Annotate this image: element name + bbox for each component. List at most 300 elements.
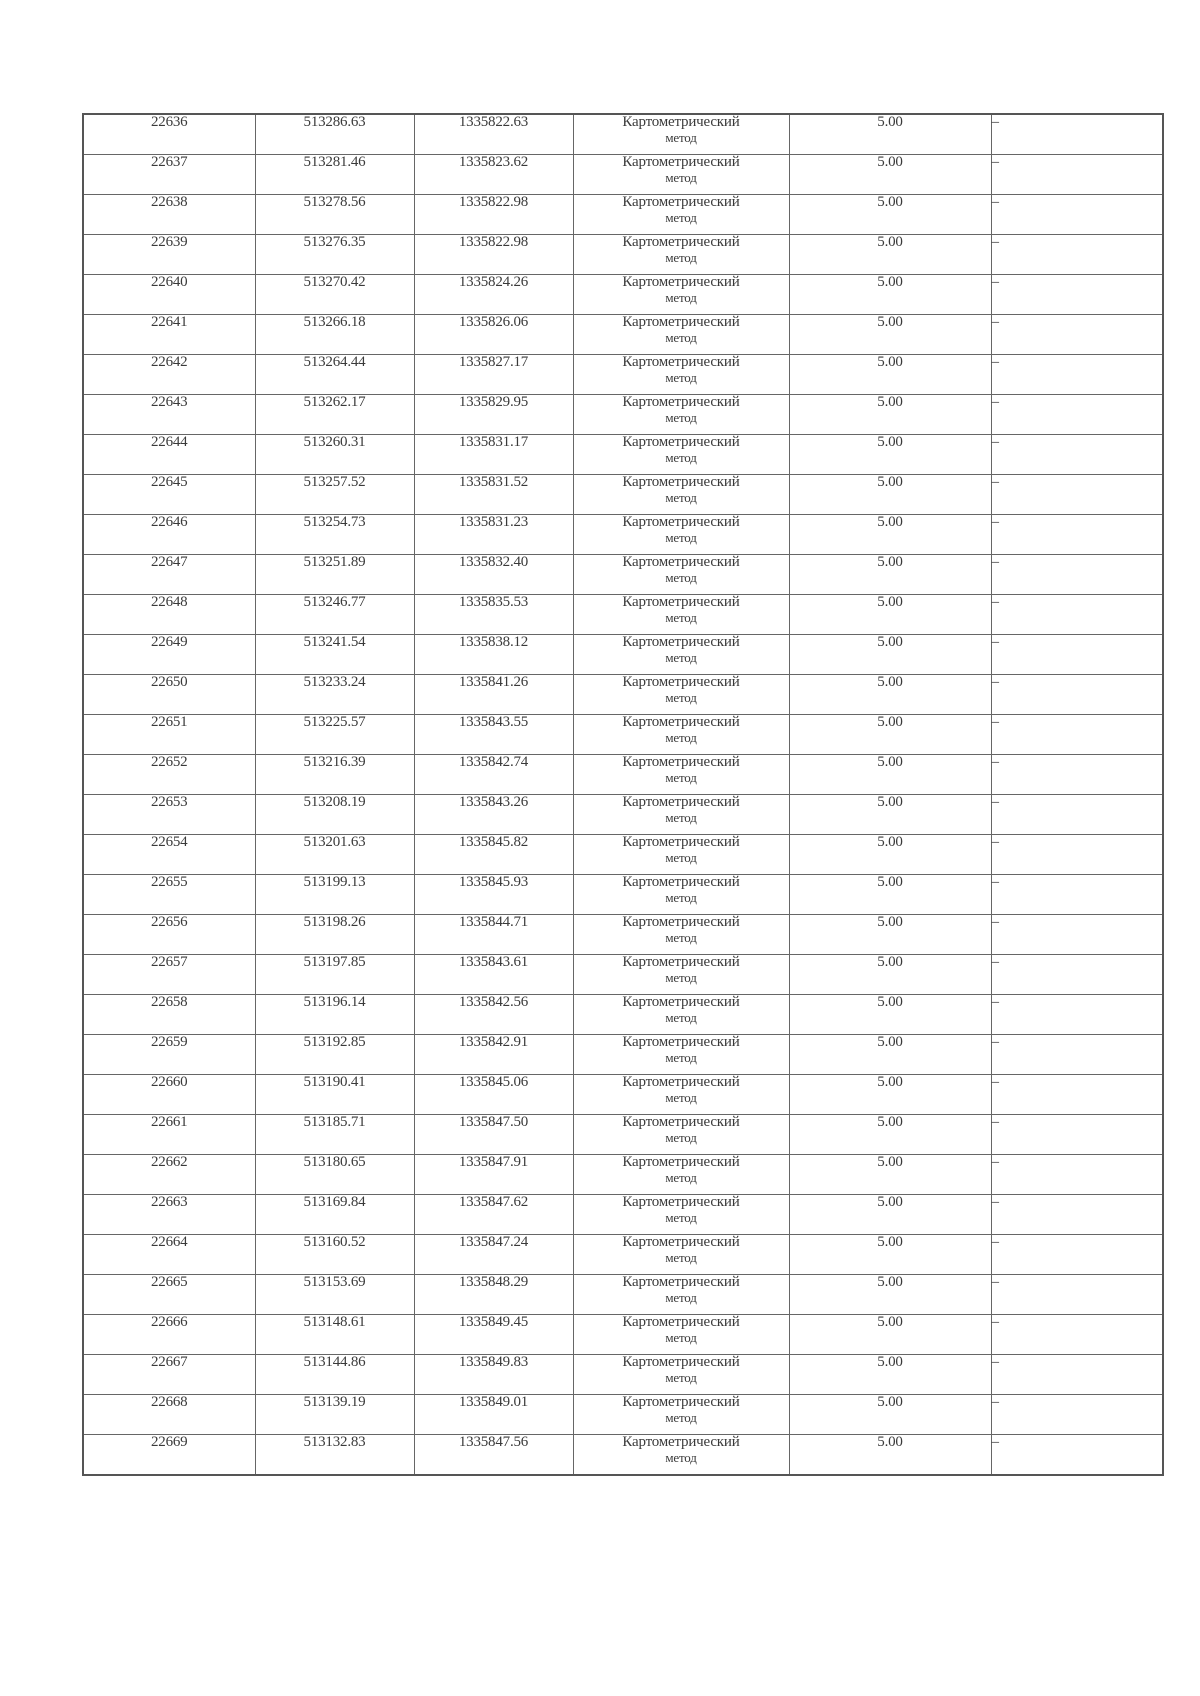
table-row bbox=[83, 1235, 1163, 1275]
coordinate-y-cell: 1335829.95 bbox=[414, 395, 573, 435]
point-number-cell: 22665 bbox=[83, 1275, 255, 1315]
coordinate-y-cell: 1335822.98 bbox=[414, 195, 573, 235]
method-line-2: метод bbox=[665, 1050, 697, 1065]
table-row bbox=[83, 395, 1163, 435]
precision-cell: 5.00 bbox=[789, 1395, 991, 1435]
coordinate-x-cell: 513180.65 bbox=[255, 1155, 414, 1195]
point-number-cell: 22642 bbox=[83, 355, 255, 395]
method-cell bbox=[573, 435, 789, 475]
method-line-2: метод bbox=[665, 890, 697, 905]
table-row bbox=[83, 275, 1163, 315]
coordinate-y-cell: 1335844.71 bbox=[414, 915, 573, 955]
precision-cell: 5.00 bbox=[789, 795, 991, 835]
table-row bbox=[83, 114, 1163, 155]
table-row bbox=[83, 315, 1163, 355]
method-line-1: Картометрический bbox=[622, 1434, 740, 1450]
coordinate-x-cell: 513199.13 bbox=[255, 875, 414, 915]
table-row bbox=[83, 515, 1163, 555]
method-cell bbox=[573, 795, 789, 835]
method-cell bbox=[573, 635, 789, 675]
precision-cell: 5.00 bbox=[789, 1195, 991, 1235]
coordinate-x-cell: 513160.52 bbox=[255, 1235, 414, 1275]
point-number-cell: 22659 bbox=[83, 1035, 255, 1075]
description-cell: – bbox=[991, 275, 1163, 315]
method-cell bbox=[573, 475, 789, 515]
coordinate-x-cell: 513262.17 bbox=[255, 395, 414, 435]
method-line-1: Картометрический bbox=[622, 874, 740, 890]
point-number-cell: 22643 bbox=[83, 395, 255, 435]
method-line-2: метод bbox=[665, 1170, 697, 1185]
method-cell bbox=[573, 1035, 789, 1075]
point-number-cell: 22662 bbox=[83, 1155, 255, 1195]
method-line-2: метод bbox=[665, 930, 697, 945]
coordinate-x-cell: 513132.83 bbox=[255, 1435, 414, 1476]
table-row bbox=[83, 635, 1163, 675]
method-line-2: метод bbox=[665, 170, 697, 185]
precision-cell: 5.00 bbox=[789, 995, 991, 1035]
description-cell: – bbox=[991, 675, 1163, 715]
coordinate-y-cell: 1335831.17 bbox=[414, 435, 573, 475]
point-number-cell: 22652 bbox=[83, 755, 255, 795]
method-line-2: метод bbox=[665, 1450, 697, 1465]
description-cell: – bbox=[991, 1355, 1163, 1395]
coordinate-y-cell: 1335842.91 bbox=[414, 1035, 573, 1075]
precision-cell: 5.00 bbox=[789, 1115, 991, 1155]
description-cell: – bbox=[991, 555, 1163, 595]
method-cell bbox=[573, 1195, 789, 1235]
table-row bbox=[83, 1435, 1163, 1476]
method-cell bbox=[573, 1395, 789, 1435]
table-row bbox=[83, 755, 1163, 795]
precision-cell: 5.00 bbox=[789, 755, 991, 795]
coordinate-y-cell: 1335831.23 bbox=[414, 515, 573, 555]
method-line-1: Картометрический bbox=[622, 1194, 740, 1210]
description-cell: – bbox=[991, 195, 1163, 235]
coordinate-x-cell: 513201.63 bbox=[255, 835, 414, 875]
description-cell: – bbox=[991, 795, 1163, 835]
method-line-1: Картометрический bbox=[622, 634, 740, 650]
table-row bbox=[83, 235, 1163, 275]
coordinate-y-cell: 1335845.82 bbox=[414, 835, 573, 875]
point-number-cell: 22640 bbox=[83, 275, 255, 315]
precision-cell: 5.00 bbox=[789, 555, 991, 595]
method-line-1: Картометрический bbox=[622, 394, 740, 410]
description-cell: – bbox=[991, 355, 1163, 395]
method-line-1: Картометрический bbox=[622, 714, 740, 730]
method-line-2: метод bbox=[665, 450, 697, 465]
method-line-2: метод bbox=[665, 530, 697, 545]
coordinate-y-cell: 1335849.01 bbox=[414, 1395, 573, 1435]
description-cell: – bbox=[991, 1155, 1163, 1195]
coordinate-y-cell: 1335822.98 bbox=[414, 235, 573, 275]
description-cell: – bbox=[991, 1235, 1163, 1275]
coordinate-x-cell: 513208.19 bbox=[255, 795, 414, 835]
coordinate-x-cell: 513139.19 bbox=[255, 1395, 414, 1435]
coordinate-x-cell: 513185.71 bbox=[255, 1115, 414, 1155]
method-line-2: метод bbox=[665, 210, 697, 225]
point-number-cell: 22644 bbox=[83, 435, 255, 475]
method-cell bbox=[573, 1075, 789, 1115]
precision-cell: 5.00 bbox=[789, 395, 991, 435]
description-cell: – bbox=[991, 114, 1163, 155]
precision-cell: 5.00 bbox=[789, 155, 991, 195]
point-number-cell: 22651 bbox=[83, 715, 255, 755]
table-row bbox=[83, 1075, 1163, 1115]
point-number-cell: 22655 bbox=[83, 875, 255, 915]
description-cell: – bbox=[991, 435, 1163, 475]
coordinate-y-cell: 1335835.53 bbox=[414, 595, 573, 635]
method-line-1: Картометрический bbox=[622, 474, 740, 490]
coordinate-x-cell: 513196.14 bbox=[255, 995, 414, 1035]
method-cell bbox=[573, 1155, 789, 1195]
precision-cell: 5.00 bbox=[789, 315, 991, 355]
table-row bbox=[83, 675, 1163, 715]
method-line-2: метод bbox=[665, 130, 697, 145]
coordinate-x-cell: 513260.31 bbox=[255, 435, 414, 475]
method-line-1: Картометрический bbox=[622, 1314, 740, 1330]
method-line-2: метод bbox=[665, 770, 697, 785]
method-cell bbox=[573, 355, 789, 395]
method-cell bbox=[573, 1435, 789, 1476]
description-cell: – bbox=[991, 155, 1163, 195]
coordinate-x-cell: 513278.56 bbox=[255, 195, 414, 235]
coordinate-x-cell: 513251.89 bbox=[255, 555, 414, 595]
point-number-cell: 22657 bbox=[83, 955, 255, 995]
method-cell bbox=[573, 395, 789, 435]
description-cell: – bbox=[991, 595, 1163, 635]
method-line-1: Картометрический bbox=[622, 794, 740, 810]
point-number-cell: 22668 bbox=[83, 1395, 255, 1435]
coordinate-x-cell: 513257.52 bbox=[255, 475, 414, 515]
method-cell bbox=[573, 1115, 789, 1155]
method-cell bbox=[573, 835, 789, 875]
description-cell: – bbox=[991, 995, 1163, 1035]
method-line-2: метод bbox=[665, 690, 697, 705]
method-cell bbox=[573, 515, 789, 555]
method-line-1: Картометрический bbox=[622, 314, 740, 330]
method-line-2: метод bbox=[665, 850, 697, 865]
coordinate-x-cell: 513153.69 bbox=[255, 1275, 414, 1315]
precision-cell: 5.00 bbox=[789, 1075, 991, 1115]
method-line-1: Картометрический bbox=[622, 514, 740, 530]
description-cell: – bbox=[991, 875, 1163, 915]
coordinate-x-cell: 513233.24 bbox=[255, 675, 414, 715]
method-line-2: метод bbox=[665, 1250, 697, 1265]
coordinate-x-cell: 513190.41 bbox=[255, 1075, 414, 1115]
coordinate-x-cell: 513264.44 bbox=[255, 355, 414, 395]
coordinate-y-cell: 1335849.83 bbox=[414, 1355, 573, 1395]
table-row bbox=[83, 995, 1163, 1035]
method-line-2: метод bbox=[665, 1410, 697, 1425]
point-number-cell: 22645 bbox=[83, 475, 255, 515]
table-row bbox=[83, 1115, 1163, 1155]
coordinate-x-cell: 513198.26 bbox=[255, 915, 414, 955]
precision-cell: 5.00 bbox=[789, 1435, 991, 1476]
precision-cell: 5.00 bbox=[789, 235, 991, 275]
coordinate-y-cell: 1335847.91 bbox=[414, 1155, 573, 1195]
method-line-1: Картометрический bbox=[622, 994, 740, 1010]
coordinate-y-cell: 1335826.06 bbox=[414, 315, 573, 355]
point-number-cell: 22639 bbox=[83, 235, 255, 275]
method-line-2: метод bbox=[665, 330, 697, 345]
description-cell: – bbox=[991, 835, 1163, 875]
precision-cell: 5.00 bbox=[789, 1275, 991, 1315]
coordinate-y-cell: 1335841.26 bbox=[414, 675, 573, 715]
coordinate-x-cell: 513281.46 bbox=[255, 155, 414, 195]
method-line-1: Картометрический bbox=[622, 754, 740, 770]
point-number-cell: 22656 bbox=[83, 915, 255, 955]
coordinate-y-cell: 1335849.45 bbox=[414, 1315, 573, 1355]
coordinate-y-cell: 1335824.26 bbox=[414, 275, 573, 315]
method-line-2: метод bbox=[665, 410, 697, 425]
method-line-1: Картометрический bbox=[622, 914, 740, 930]
method-cell bbox=[573, 875, 789, 915]
method-cell bbox=[573, 1355, 789, 1395]
coordinate-y-cell: 1335842.74 bbox=[414, 755, 573, 795]
coordinate-x-cell: 513270.42 bbox=[255, 275, 414, 315]
coordinate-x-cell: 513254.73 bbox=[255, 515, 414, 555]
coordinate-x-cell: 513246.77 bbox=[255, 595, 414, 635]
description-cell: – bbox=[991, 1275, 1163, 1315]
point-number-cell: 22650 bbox=[83, 675, 255, 715]
method-line-2: метод bbox=[665, 970, 697, 985]
method-cell bbox=[573, 1315, 789, 1355]
method-line-1: Картометрический bbox=[622, 1074, 740, 1090]
point-number-cell: 22649 bbox=[83, 635, 255, 675]
point-number-cell: 22653 bbox=[83, 795, 255, 835]
table-row bbox=[83, 835, 1163, 875]
method-cell bbox=[573, 955, 789, 995]
coordinate-y-cell: 1335847.24 bbox=[414, 1235, 573, 1275]
method-line-2: метод bbox=[665, 1370, 697, 1385]
coordinate-x-cell: 513266.18 bbox=[255, 315, 414, 355]
method-line-1: Картометрический bbox=[622, 554, 740, 570]
table-row bbox=[83, 715, 1163, 755]
method-cell bbox=[573, 114, 789, 155]
table-row bbox=[83, 435, 1163, 475]
point-number-cell: 22648 bbox=[83, 595, 255, 635]
precision-cell: 5.00 bbox=[789, 635, 991, 675]
table-row bbox=[83, 1035, 1163, 1075]
precision-cell: 5.00 bbox=[789, 114, 991, 155]
coordinate-x-cell: 513144.86 bbox=[255, 1355, 414, 1395]
table-row bbox=[83, 1355, 1163, 1395]
description-cell: – bbox=[991, 1315, 1163, 1355]
description-cell: – bbox=[991, 515, 1163, 555]
coordinate-x-cell: 513216.39 bbox=[255, 755, 414, 795]
precision-cell: 5.00 bbox=[789, 1315, 991, 1355]
description-cell: – bbox=[991, 1435, 1163, 1476]
precision-cell: 5.00 bbox=[789, 675, 991, 715]
precision-cell: 5.00 bbox=[789, 715, 991, 755]
description-cell: – bbox=[991, 395, 1163, 435]
point-number-cell: 22664 bbox=[83, 1235, 255, 1275]
coordinate-y-cell: 1335832.40 bbox=[414, 555, 573, 595]
method-line-1: Картометрический bbox=[622, 354, 740, 370]
precision-cell: 5.00 bbox=[789, 955, 991, 995]
point-number-cell: 22667 bbox=[83, 1355, 255, 1395]
method-cell bbox=[573, 995, 789, 1035]
coordinates-table-body bbox=[83, 114, 1163, 1475]
table-row bbox=[83, 355, 1163, 395]
coordinate-y-cell: 1335847.56 bbox=[414, 1435, 573, 1476]
method-line-1: Картометрический bbox=[622, 954, 740, 970]
description-cell: – bbox=[991, 1395, 1163, 1435]
coordinate-y-cell: 1335823.62 bbox=[414, 155, 573, 195]
coordinate-y-cell: 1335842.56 bbox=[414, 995, 573, 1035]
method-cell bbox=[573, 1235, 789, 1275]
precision-cell: 5.00 bbox=[789, 355, 991, 395]
precision-cell: 5.00 bbox=[789, 195, 991, 235]
method-line-2: метод bbox=[665, 1330, 697, 1345]
method-line-2: метод bbox=[665, 490, 697, 505]
method-cell bbox=[573, 195, 789, 235]
description-cell: – bbox=[991, 1195, 1163, 1235]
table-row bbox=[83, 1195, 1163, 1235]
method-line-1: Картометрический bbox=[622, 434, 740, 450]
precision-cell: 5.00 bbox=[789, 515, 991, 555]
method-line-2: метод bbox=[665, 650, 697, 665]
method-cell bbox=[573, 715, 789, 755]
method-line-1: Картометрический bbox=[622, 1274, 740, 1290]
description-cell: – bbox=[991, 475, 1163, 515]
method-line-2: метод bbox=[665, 610, 697, 625]
method-line-1: Картометрический bbox=[622, 1114, 740, 1130]
coordinate-x-cell: 513192.85 bbox=[255, 1035, 414, 1075]
method-line-2: метод bbox=[665, 1090, 697, 1105]
description-cell: – bbox=[991, 715, 1163, 755]
coordinate-y-cell: 1335845.06 bbox=[414, 1075, 573, 1115]
precision-cell: 5.00 bbox=[789, 915, 991, 955]
point-number-cell: 22646 bbox=[83, 515, 255, 555]
description-cell: – bbox=[991, 1075, 1163, 1115]
precision-cell: 5.00 bbox=[789, 1155, 991, 1195]
method-line-1: Картометрический bbox=[622, 594, 740, 610]
method-line-1: Картометрический bbox=[622, 274, 740, 290]
table-row bbox=[83, 795, 1163, 835]
description-cell: – bbox=[991, 315, 1163, 355]
method-cell bbox=[573, 1275, 789, 1315]
coordinate-y-cell: 1335848.29 bbox=[414, 1275, 573, 1315]
description-cell: – bbox=[991, 1115, 1163, 1155]
method-line-1: Картометрический bbox=[622, 1034, 740, 1050]
method-line-2: метод bbox=[665, 1010, 697, 1025]
method-line-2: метод bbox=[665, 1130, 697, 1145]
method-line-1: Картометрический bbox=[622, 1234, 740, 1250]
precision-cell: 5.00 bbox=[789, 1235, 991, 1275]
method-cell bbox=[573, 675, 789, 715]
precision-cell: 5.00 bbox=[789, 275, 991, 315]
precision-cell: 5.00 bbox=[789, 875, 991, 915]
point-number-cell: 22636 bbox=[83, 114, 255, 155]
method-line-1: Картометрический bbox=[622, 114, 740, 130]
method-cell bbox=[573, 595, 789, 635]
method-cell bbox=[573, 555, 789, 595]
method-line-2: метод bbox=[665, 1210, 697, 1225]
table-row bbox=[83, 915, 1163, 955]
method-line-1: Картометрический bbox=[622, 674, 740, 690]
description-cell: – bbox=[991, 915, 1163, 955]
precision-cell: 5.00 bbox=[789, 595, 991, 635]
method-line-2: метод bbox=[665, 730, 697, 745]
coordinates-table bbox=[82, 113, 1164, 1476]
description-cell: – bbox=[991, 1035, 1163, 1075]
method-line-1: Картометрический bbox=[622, 1354, 740, 1370]
method-cell bbox=[573, 155, 789, 195]
description-cell: – bbox=[991, 955, 1163, 995]
method-line-1: Картометрический bbox=[622, 194, 740, 210]
precision-cell: 5.00 bbox=[789, 475, 991, 515]
method-line-1: Картометрический bbox=[622, 154, 740, 170]
coordinate-x-cell: 513225.57 bbox=[255, 715, 414, 755]
table-row bbox=[83, 955, 1163, 995]
method-line-2: метод bbox=[665, 570, 697, 585]
coordinate-y-cell: 1335843.55 bbox=[414, 715, 573, 755]
coordinate-x-cell: 513148.61 bbox=[255, 1315, 414, 1355]
method-line-1: Картометрический bbox=[622, 234, 740, 250]
point-number-cell: 22669 bbox=[83, 1435, 255, 1476]
method-cell bbox=[573, 235, 789, 275]
method-cell bbox=[573, 275, 789, 315]
coordinate-x-cell: 513241.54 bbox=[255, 635, 414, 675]
table-row bbox=[83, 155, 1163, 195]
description-cell: – bbox=[991, 755, 1163, 795]
coordinate-x-cell: 513197.85 bbox=[255, 955, 414, 995]
method-line-1: Картометрический bbox=[622, 1394, 740, 1410]
coordinate-x-cell: 513169.84 bbox=[255, 1195, 414, 1235]
table-row bbox=[83, 1395, 1163, 1435]
coordinate-y-cell: 1335843.26 bbox=[414, 795, 573, 835]
precision-cell: 5.00 bbox=[789, 1355, 991, 1395]
table-row bbox=[83, 555, 1163, 595]
method-line-2: метод bbox=[665, 370, 697, 385]
method-line-1: Картометрический bbox=[622, 834, 740, 850]
point-number-cell: 22663 bbox=[83, 1195, 255, 1235]
point-number-cell: 22641 bbox=[83, 315, 255, 355]
point-number-cell: 22638 bbox=[83, 195, 255, 235]
point-number-cell: 22658 bbox=[83, 995, 255, 1035]
point-number-cell: 22647 bbox=[83, 555, 255, 595]
coordinate-y-cell: 1335822.63 bbox=[414, 114, 573, 155]
point-number-cell: 22654 bbox=[83, 835, 255, 875]
coordinate-y-cell: 1335843.61 bbox=[414, 955, 573, 995]
point-number-cell: 22660 bbox=[83, 1075, 255, 1115]
coordinate-x-cell: 513276.35 bbox=[255, 235, 414, 275]
coordinate-y-cell: 1335827.17 bbox=[414, 355, 573, 395]
table-row bbox=[83, 195, 1163, 235]
precision-cell: 5.00 bbox=[789, 435, 991, 475]
table-row bbox=[83, 475, 1163, 515]
method-cell bbox=[573, 915, 789, 955]
method-line-1: Картометрический bbox=[622, 1154, 740, 1170]
point-number-cell: 22666 bbox=[83, 1315, 255, 1355]
table-row bbox=[83, 875, 1163, 915]
coordinate-y-cell: 1335847.62 bbox=[414, 1195, 573, 1235]
precision-cell: 5.00 bbox=[789, 1035, 991, 1075]
point-number-cell: 22661 bbox=[83, 1115, 255, 1155]
method-line-2: метод bbox=[665, 810, 697, 825]
table-row bbox=[83, 1155, 1163, 1195]
coordinate-y-cell: 1335838.12 bbox=[414, 635, 573, 675]
table-row bbox=[83, 595, 1163, 635]
method-line-2: метод bbox=[665, 1290, 697, 1305]
table-row bbox=[83, 1315, 1163, 1355]
point-number-cell: 22637 bbox=[83, 155, 255, 195]
method-cell bbox=[573, 315, 789, 355]
precision-cell: 5.00 bbox=[789, 835, 991, 875]
coordinate-y-cell: 1335847.50 bbox=[414, 1115, 573, 1155]
coordinate-x-cell: 513286.63 bbox=[255, 114, 414, 155]
